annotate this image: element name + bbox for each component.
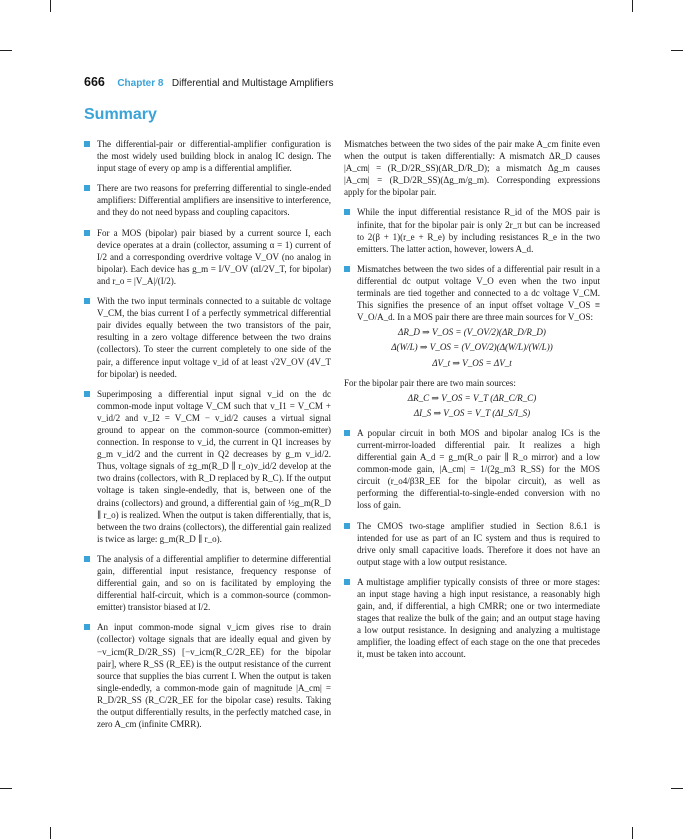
equation: ΔR_C ⇒ V_OS = V_T (ΔR_C/R_C) [407, 392, 537, 403]
equation: ΔR_D ⇒ V_OS = (V_OV/2)(ΔR_D/R_D) [398, 327, 546, 338]
bullet-square-icon [84, 141, 90, 147]
page-number: 666 [84, 75, 105, 89]
bullet-square-icon [344, 523, 350, 529]
summary-item [344, 427, 600, 512]
item-text: An input common-mode signal v_icm gives rise to drain (collector) voltage signals that are ideally equal and given by −v_icm(R_D/2R_SS) [−v_icm(R_C/2R_EE) for the bipolar pair], where R_SS (R_EE) is the output resistance of the current source that supplies the bias current I. When the output is taken single-endedly, a common-mode gain of magnitude |A_cm| = R_D/2R_SS (R_C/2R_EE for the bipolar case) results. Taking the output differentially results, in the perfectly matched case, in zero A_cm (infinite CMRR). [97, 622, 331, 730]
section-title: Summary [84, 106, 157, 123]
crop-mark [0, 50, 12, 51]
crop-mark [50, 827, 51, 839]
summary-item [84, 621, 331, 730]
summary-item [344, 263, 600, 323]
left-column [84, 138, 331, 738]
crop-mark [632, 0, 633, 12]
bullet-square-icon [344, 209, 350, 215]
bipolar-intro: For the bipolar pair there are two main sources: [344, 377, 516, 388]
summary-item [344, 520, 600, 568]
equation: ΔI_S ⇒ V_OS = V_T (ΔI_S/I_S) [413, 407, 531, 418]
item-text: There are two reasons for preferring differential to single-ended amplifiers: Differential amplifiers are insensitive to interference, and they do not need bypass and coupling capacitors. [97, 183, 331, 218]
summary-item [344, 206, 600, 254]
crop-mark [0, 788, 12, 789]
item-text: With the two input terminals connected to a suitable dc voltage V_CM, the bias current I of a perfectly symmetrical differential pair divides equally between the two transistors of the pair, resulting in a zero voltage difference between the two drains (collectors). To steer the current completely to one side of the pair, a difference input voltage v_id of at least √2V_OV (4V_T for bipolar) is needed. [97, 296, 331, 379]
crop-mark [632, 827, 633, 839]
item-text: Superimposing a differential input signal v_id on the dc common-mode input voltage V_CM such that v_I1 = V_CM + v_id/2 and v_I2 = V_CM − v_id/2 causes a virtual signal ground to appear on the common-source (common-emitter) connection. In response to v_id, the current in Q1 increases by g_m v_id/2 and the current in Q2 decreases by g_m v_id/2. Thus, voltage signals of ±g_m(R_D ∥ r_o)v_id/2 develop at the two drains (collectors, with R_D replaced by R_C). If the output voltage is taken single-endedly, that is, between one of the drains (collectors) and ground, a differential gain of ½g_m(R_D ∥ r_o) is realized. When the output is taken differentially, that is, between the two drains (collectors), the differential gain realized is twice as large: g_m(R_D ∥ r_o). [97, 388, 331, 544]
bullet-square-icon [84, 624, 90, 630]
summary-item [84, 182, 331, 218]
bullet-square-icon [84, 556, 90, 562]
item-text: While the input differential resistance R_id of the MOS pair is infinite, that for the bipolar pair is only 2r_π but can be increased to 2(β + 1)(r_e + R_e) by including resistances R_e in the two emitters. The latter action, however, lowers A_d. [357, 207, 600, 254]
item-text: The CMOS two-stage amplifier studied in Section 8.6.1 is intended for use as part of an IC system and thus is required to drive only small capacitive loads. Therefore it does not have an output stage with a low output resistance. [357, 520, 600, 567]
summary-item [84, 227, 331, 287]
item-text: For a MOS (bipolar) pair biased by a current source I, each device operates at a drain (collector, assuming α = 1) current of I/2 and a corresponding overdrive voltage V_OV (no analog in bipolar). Each device has g_m = I/V_OV (αI/2V_T, for bipolar) and r_o = |V_A|/(I/2). [97, 227, 331, 286]
item-text: Mismatches between the two sides of a differential pair result in a differential dc output voltage V_O even when the two input terminals are tied together and connected to a dc voltage V_CM. This signifies the presence of an input offset voltage V_OS ≡ V_O/A_d. In a MOS pair there are three main sources for V_OS: [357, 263, 600, 323]
bullet-square-icon [344, 430, 350, 436]
summary-item [344, 576, 600, 661]
bullet-square-icon [344, 579, 350, 585]
item-text: The analysis of a differential amplifier to determine differential gain, differential input resistance, frequency response of differential gain, and so on is facilitated by employing the differential half-circuit, which is a common-source (common-emitter) transistor biased at I/2. [97, 553, 331, 613]
bullet-square-icon [344, 266, 350, 272]
item-text: A popular circuit in both MOS and bipolar analog ICs is the current-mirror-loaded differential pair. It realizes a high differential gain A_d = g_m(R_o pair ∥ R_o mirror) and a low common-mode gain, |A_cm| = 1/(2g_m3 R_SS) for the MOS circuit (r_o4/β3R_EE for the bipolar circuit), as well as performing the differential-to-single-ended conversion with no loss of gain. [357, 427, 600, 511]
equation: Δ(W/L) ⇒ V_OS = (V_OV/2)(Δ(W/L)/(W/L)) [391, 342, 553, 353]
equation: ΔV_t ⇒ V_OS = ΔV_t [432, 357, 512, 368]
summary-item [84, 553, 331, 613]
crop-mark [50, 0, 51, 12]
summary-item [84, 388, 331, 545]
item-text: The differential-pair or differential-amplifier configuration is the most widely used building block in analog IC design. The input stage of every op amp is a differential amplifier. [97, 139, 331, 174]
chapter-label: Chapter 8 [117, 78, 164, 89]
bullet-square-icon [84, 185, 90, 191]
right-column [344, 138, 600, 669]
summary-item [84, 138, 331, 174]
bullet-square-icon [84, 391, 90, 397]
item-text: A multistage amplifier typically consists of three or more stages: an input stage having a high input resistance, a reasonably high gain, and, if differential, a high CMRR; one or two intermediate stages that realize the bulk of the gain; and an output stage having a low output resistance. In designing and analyzing a multistage amplifier, the loading effect of each stage on the one that precedes it, must be taken into account. [357, 576, 600, 660]
summary-item [84, 295, 331, 380]
bullet-square-icon [84, 298, 90, 304]
crop-mark [671, 50, 683, 51]
continued-paragraph: Mismatches between the two sides of the pair make A_cm finite even when the output is taken differentially: A mismatch ΔR_D causes |A_cm| = (R_D/2R_SS)(ΔR_D/R_D); a mismatch Δg_m causes |A_cm| = (R_D/2R_SS)(Δg_m/g_m). Corresponding expressions apply for the bipolar pair. [344, 139, 600, 198]
crop-mark [671, 788, 683, 789]
running-header [84, 73, 333, 91]
bullet-square-icon [84, 230, 90, 236]
chapter-title: Differential and Multistage Amplifiers [171, 78, 334, 89]
